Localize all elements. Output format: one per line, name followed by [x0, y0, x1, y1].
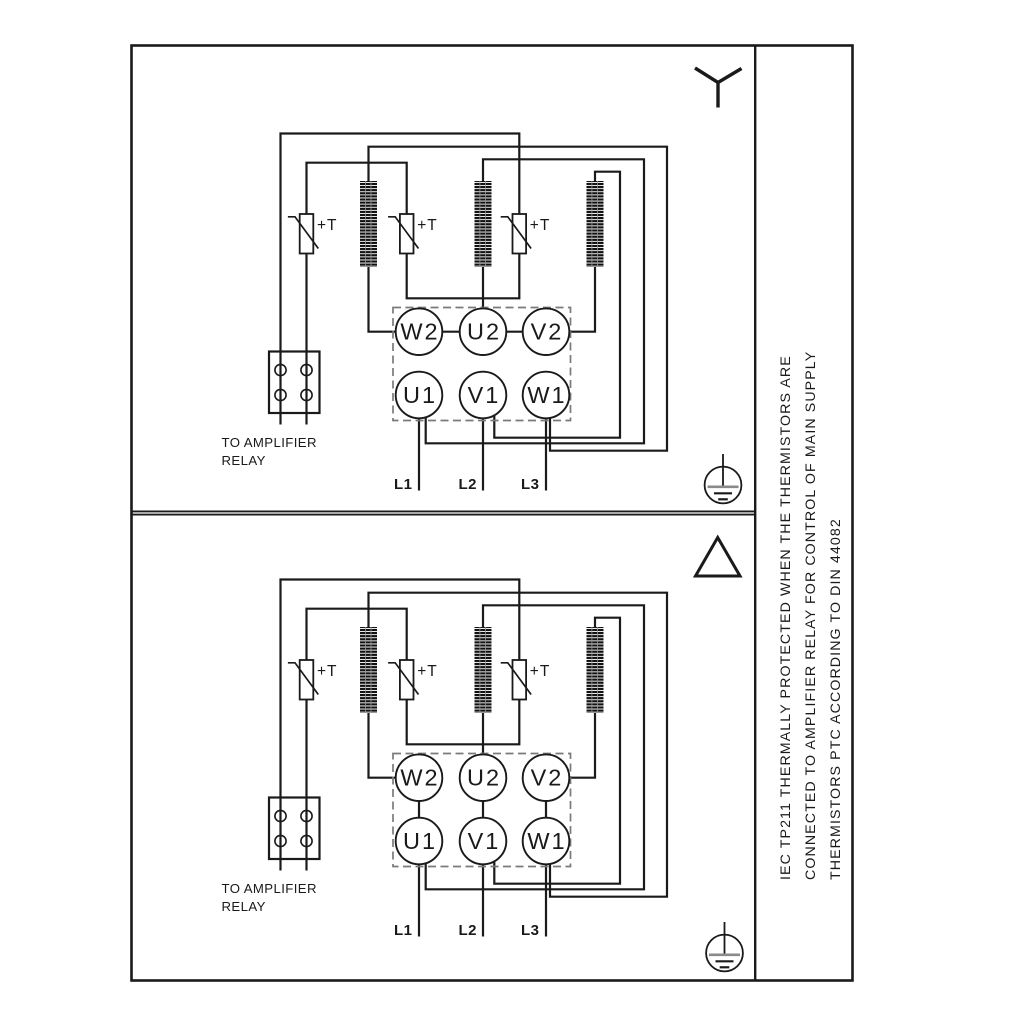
- side-note: [778, 351, 844, 880]
- delta-connection-icon: [696, 538, 741, 577]
- side-note-line-2: CONNECTED TO AMPLIFIER RELAY FOR CONTROL OF MAIN SUPPLY: [803, 350, 819, 880]
- star-connection-icon: [695, 68, 742, 108]
- panel-star-connection: [222, 68, 742, 503]
- side-note-line-1: IEC TP211 THERMALLY PROTECTED WHEN THE THERMISTORS ARE: [778, 355, 794, 880]
- wiring-diagram: +T IEC TP211 THERMALLY PROTECTED WHEN THE THERMISTORS ARE CONNECTED TO AMPLIFIER RELAY FOR CONTROL OF MAIN SUPPLY THERMISTORS PTC ACCORDING TO DIN 44082: [0, 0, 1024, 1024]
- panel-delta-connection: [222, 538, 743, 972]
- side-note-line-3: THERMISTORS PTC ACCORDING TO DIN 44082: [828, 518, 844, 880]
